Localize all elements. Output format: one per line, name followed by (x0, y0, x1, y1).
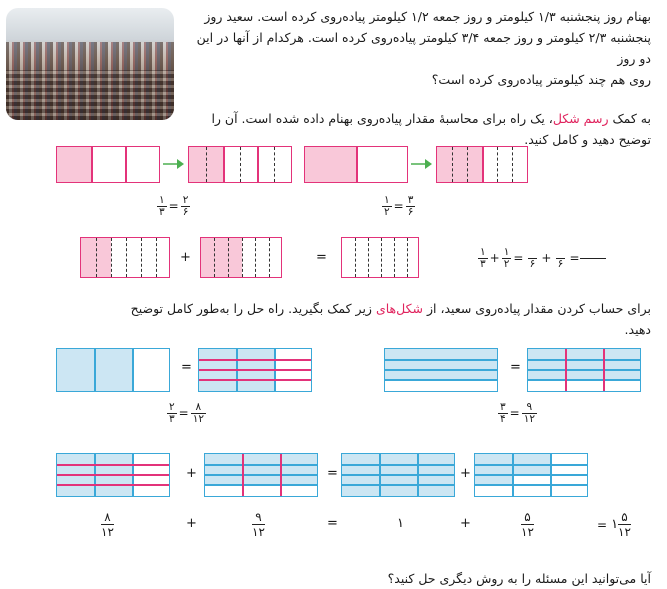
half-rectangle (304, 146, 408, 183)
term-one: ۱ (397, 516, 404, 531)
sum-twelfths-b (204, 453, 318, 497)
equals-sign: = (181, 360, 192, 375)
mixed-number-result: = ۱ ۵ ۱۲ (597, 510, 631, 539)
sixths-sum-result (341, 237, 419, 278)
term-nine-twelfths: ۹ ۱۲ (252, 510, 265, 539)
sixths-sum-a (80, 237, 170, 278)
term-five-twelfths: ۵ ۱۲ (521, 510, 534, 539)
behnam-sum-equation: $\frac{۱}{۳}$ + $\frac{۱}{۲}$ = ۶ + ۶ = (476, 247, 606, 270)
three-quarters-rectangle (384, 348, 498, 392)
sixths-rectangle-a (188, 146, 292, 183)
plus-sign: + (460, 466, 471, 481)
equation-three-quarters: $\frac{۳}{۴}$ = $\frac{۹}{۱۲}$ (500, 401, 535, 425)
two-thirds-rectangle (56, 348, 170, 392)
blank-fraction-2: ۶ (557, 258, 564, 270)
crowd-photo (6, 8, 174, 120)
whole-rectangle (341, 453, 455, 497)
twelfths-rectangle-b (527, 348, 641, 392)
equation-half-to-sixths: $\frac{۱}{۲}$ = $\frac{۳}{۶}$ (384, 194, 414, 218)
sum-twelfths-a (56, 453, 170, 497)
hint-red-word: رسم شکل (552, 111, 609, 126)
sixths-rectangle-b (436, 146, 528, 183)
remainder-rectangle (474, 453, 588, 497)
equation-third-to-sixths: $\frac{۱}{۳}$ = $\frac{۲}{۶}$ (159, 194, 189, 218)
problem-line-1: بهنام روز پنجشنبه ۱/۳ کیلومتر و روز جمعه ۱/۲ کیلومتر پیاده‌روی کرده است. سعید روز (204, 9, 651, 24)
blank-fraction-1: ۶ (529, 258, 536, 270)
problem-text (185, 6, 651, 90)
plus-sign: + (180, 250, 191, 265)
answer-blank (580, 258, 606, 259)
equals-sign: = (316, 250, 327, 265)
problem-line-3: روی هم چند کیلومتر پیاده‌روی کرده است؟ (431, 72, 651, 87)
problem-line-2: پنجشنبه ۲/۳ کیلومتر و روز جمعه ۳/۴ کیلومتر پیاده‌روی کرده است. هرکدام از آنها در این دو روز (196, 30, 651, 66)
plus-sign: + (186, 466, 197, 481)
equals-sign: = (327, 516, 338, 531)
equation-two-thirds: $\frac{۲}{۳}$ = $\frac{۸}{۱۲}$ (169, 401, 204, 425)
plus-sign: + (460, 516, 471, 531)
sixths-sum-b (200, 237, 282, 278)
right-arrow-icon (411, 158, 433, 170)
hint-text: به کمک رسم شکل، یک راه برای محاسبهٔ مقدار پیاده‌روی بهنام داده شده است. آن را توضیح دهید و کامل کنید. (211, 111, 651, 147)
right-arrow-icon (163, 158, 185, 170)
third-rectangle (56, 146, 160, 183)
saeed-intro: برای حساب کردن مقدار پیاده‌روی سعید، از شکل‌های زیر کمک بگیرید. راه حل را به‌طور کامل توضیح دهید. (130, 301, 651, 337)
term-eight-twelfths: ۸ ۱۲ (101, 510, 114, 539)
equals-sign: = (510, 360, 521, 375)
equals-sign: = (327, 466, 338, 481)
twelfths-rectangle-a (198, 348, 312, 392)
closing-question: آیا می‌توانید این مسئله را به روش دیگری حل کنید؟ (387, 571, 651, 586)
plus-sign: + (186, 516, 197, 531)
